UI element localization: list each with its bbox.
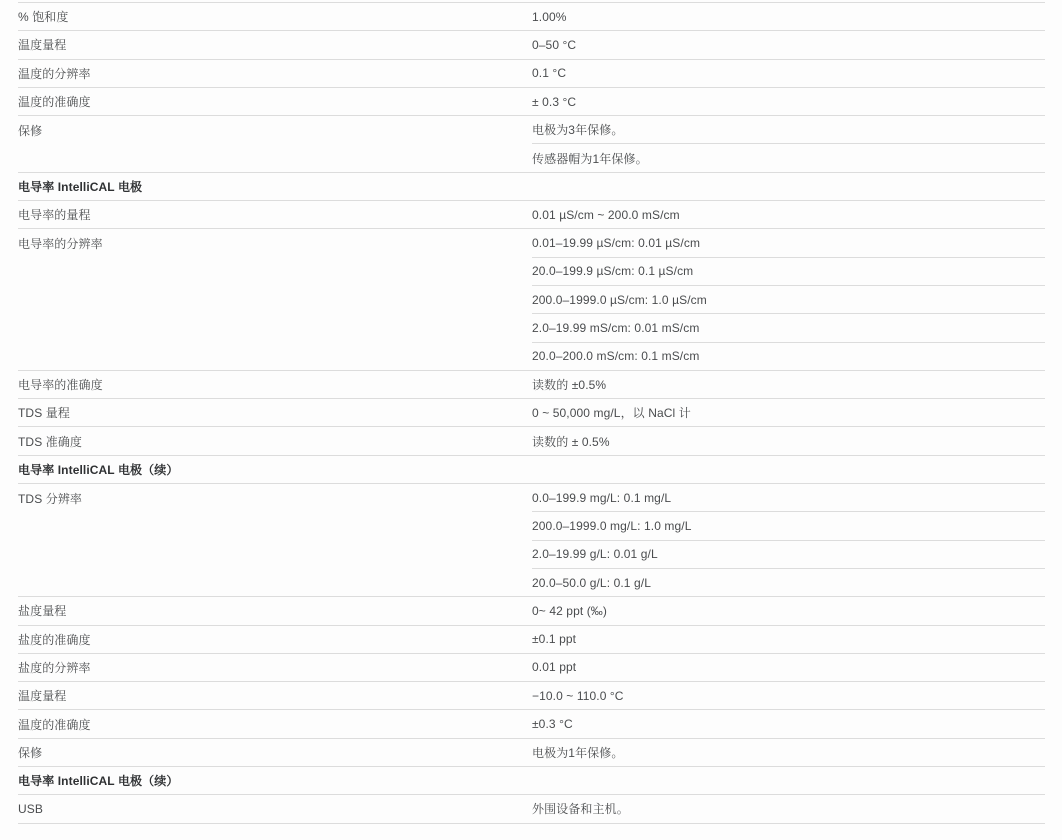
spec-value: ±0.3 °C [532, 717, 573, 732]
spec-label: TDS 准确度 [18, 434, 83, 449]
spec-row [18, 710, 1045, 738]
spec-label: 温度量程 [18, 38, 67, 53]
spec-value: ±0.1 ppt [532, 632, 577, 647]
spec-label: 保修 [18, 745, 43, 760]
section-header-row [18, 767, 1045, 795]
spec-label [18, 314, 532, 342]
spec-row [18, 371, 1045, 399]
spec-value: 电极为3年保修。 [532, 116, 1045, 144]
spec-row [18, 682, 1045, 710]
section-header-value [532, 173, 1045, 200]
spec-value: 0.01 µS/cm ~ 200.0 mS/cm [532, 207, 680, 222]
spec-row [18, 739, 1045, 767]
spec-label: USB [18, 801, 43, 816]
spec-value: 传感器帽为1年保修。 [532, 151, 648, 166]
spec-row [18, 484, 1045, 512]
spec-label: 盐度的分辨率 [18, 660, 91, 675]
spec-value: 200.0–1999.0 mg/L: 1.0 mg/L [532, 512, 1045, 540]
specifications-table [18, 2, 1045, 824]
spec-value: 0–50 °C [532, 37, 577, 52]
spec-label [18, 343, 532, 370]
spec-value: 2.0–19.99 mS/cm: 0.01 mS/cm [532, 314, 1045, 342]
spec-value: 0.1 °C [532, 66, 567, 81]
spec-label: 温度的分辨率 [18, 66, 91, 81]
section-header-row [18, 456, 1045, 484]
spec-value: 200.0–1999.0 µS/cm: 1.0 µS/cm [532, 286, 1045, 314]
spec-value: 0.0–199.9 mg/L: 0.1 mg/L [532, 484, 1045, 512]
spec-value: 20.0–200.0 mS/cm: 0.1 mS/cm [532, 349, 700, 364]
spec-row [18, 88, 1045, 116]
spec-label [18, 286, 532, 314]
spec-label: 盐度量程 [18, 604, 67, 619]
spec-row [18, 31, 1045, 59]
spec-value: 0~ 42 ppt (‰) [532, 603, 608, 618]
spec-label: 电导率的分辨率 [18, 237, 103, 252]
spec-value: 0.01 ppt [532, 660, 577, 675]
spec-row [18, 60, 1045, 88]
spec-row [18, 597, 1045, 625]
section-header-label: 电导率 IntelliCAL 电极 [18, 179, 143, 194]
spec-label: 温度量程 [18, 689, 67, 704]
spec-row-continuation [18, 314, 1045, 342]
spec-label: 电导率的量程 [18, 208, 91, 223]
spec-row-continuation [18, 286, 1045, 314]
spec-value: 20.0–50.0 g/L: 0.1 g/L [532, 575, 651, 590]
spec-value: 2.0–19.99 g/L: 0.01 g/L [532, 541, 1045, 569]
spec-row [18, 3, 1045, 31]
spec-value: 20.0–199.9 µS/cm: 0.1 µS/cm [532, 258, 1045, 286]
spec-row-continuation [18, 541, 1045, 569]
spec-label [18, 569, 532, 596]
spec-row [18, 399, 1045, 427]
spec-value: 0.01–19.99 µS/cm: 0.01 µS/cm [532, 229, 1045, 257]
section-header-value [532, 767, 1045, 794]
spec-value: 外围设备和主机。 [532, 802, 629, 817]
spec-label: TDS 量程 [18, 406, 70, 421]
spec-label: TDS 分辨率 [18, 491, 83, 506]
spec-row [18, 795, 1045, 823]
spec-value: 1.00% [532, 9, 567, 24]
spec-row-continuation [18, 144, 1045, 172]
spec-value: 读数的 ±0.5% [532, 378, 607, 392]
spec-row [18, 654, 1045, 682]
spec-label [18, 541, 532, 569]
spec-row-continuation [18, 343, 1045, 371]
spec-label: 电导率的准确度 [18, 378, 103, 392]
spec-label [18, 258, 532, 286]
section-header-label: 电导率 IntelliCAL 电极（续） [18, 462, 179, 477]
spec-row [18, 427, 1045, 455]
spec-value: ± 0.3 °C [532, 94, 577, 109]
spec-row-continuation [18, 569, 1045, 597]
spec-row-continuation [18, 512, 1045, 540]
spec-row [18, 626, 1045, 654]
spec-value: 电极为1年保修。 [532, 745, 624, 760]
spec-row [18, 116, 1045, 144]
spec-label [18, 512, 532, 540]
spec-label: % 饱和度 [18, 10, 69, 25]
spec-label: 保修 [18, 123, 43, 138]
spec-label: 温度的准确度 [18, 95, 91, 110]
spec-value: 读数的 ± 0.5% [532, 434, 610, 449]
spec-row [18, 201, 1045, 229]
section-header-row [18, 173, 1045, 201]
spec-value: 0 ~ 50,000 mg/L，以 NaCl 计 [532, 406, 691, 421]
spec-label: 盐度的准确度 [18, 632, 91, 647]
section-header-label: 电导率 IntelliCAL 电极（续） [18, 774, 179, 789]
spec-label [18, 144, 532, 171]
spec-label: 温度的准确度 [18, 717, 91, 732]
spec-value: −10.0 ~ 110.0 °C [532, 688, 624, 703]
spec-row-continuation [18, 258, 1045, 286]
section-header-value [532, 456, 1045, 483]
spec-row [18, 229, 1045, 257]
